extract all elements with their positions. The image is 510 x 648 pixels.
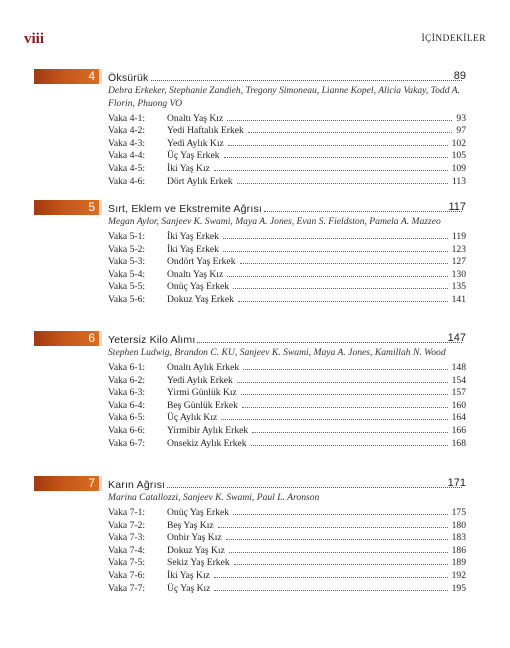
case-code: Vaka 4-2: (108, 125, 146, 137)
case-label: Onüç Yaş Erkek (167, 507, 230, 519)
chapter-title: Yetersiz Kilo Alımı (108, 334, 196, 346)
dot-leader (228, 144, 448, 146)
case-code: Vaka 5-5: (108, 281, 146, 293)
case-label: Onüç Yaş Erkek (167, 281, 230, 293)
case-code: Vaka 5-3: (108, 256, 146, 268)
case-page: 93 (456, 112, 466, 124)
dot-leader (237, 381, 448, 383)
case-page: 102 (451, 137, 466, 149)
case-entry[interactable] (108, 230, 466, 243)
dot-leader (224, 156, 448, 158)
case-page: 135 (451, 281, 466, 293)
case-code: Vaka 5-2: (108, 243, 146, 255)
running-header-title: İÇİNDEKİLER (421, 34, 486, 44)
case-label: Beş Yaş Kız (167, 519, 214, 531)
case-label: Yedi Aylık Erkek (167, 374, 233, 386)
case-page: 180 (451, 519, 466, 531)
chapter-title: Sırt, Eklem ve Ekstremite Ağrısı (108, 203, 263, 215)
dot-leader (214, 169, 448, 171)
case-page: 192 (451, 570, 466, 582)
case-entry[interactable] (108, 398, 466, 411)
dot-leader (237, 182, 448, 184)
case-entry[interactable] (108, 518, 466, 531)
chapter-heading[interactable] (0, 69, 510, 84)
dot-leader (234, 563, 448, 565)
case-page: 141 (451, 294, 466, 306)
case-page: 166 (451, 425, 466, 437)
dot-leader (214, 589, 447, 591)
chapter-title-row (108, 476, 464, 491)
case-entry[interactable] (108, 556, 466, 569)
dot-leader (197, 341, 462, 343)
case-page: 123 (451, 243, 466, 255)
case-label: Yedi Haftalık Erkek (167, 125, 244, 137)
chapter-title: Öksürük (108, 72, 149, 84)
case-label: Dokuz Yaş Kız (167, 544, 225, 556)
case-entry[interactable] (108, 373, 466, 386)
dot-leader (240, 262, 448, 264)
dot-leader (251, 444, 448, 446)
chapter-page: 171 (447, 477, 466, 489)
case-code: Vaka 4-3: (108, 137, 146, 149)
case-label: Üç Yaş Kız (167, 582, 211, 594)
case-code: Vaka 7-3: (108, 532, 146, 544)
case-entry[interactable] (108, 149, 466, 162)
case-label: Üç Aylık Kız (167, 412, 218, 424)
case-list (0, 230, 510, 306)
chapter-heading[interactable] (0, 200, 510, 215)
dot-leader (238, 300, 448, 302)
chapter-heading[interactable] (0, 331, 510, 346)
case-entry[interactable] (108, 242, 466, 255)
chapter-bar-divider (99, 200, 102, 215)
case-code: Vaka 7-1: (108, 507, 146, 519)
case-code: Vaka 6-6: (108, 425, 146, 437)
chapter-bar-divider (99, 69, 102, 84)
case-page: 97 (456, 125, 466, 137)
case-page: 160 (451, 399, 466, 411)
chapter-authors: Megan Aylor, Sanjeev K. Swami, Maya A. Jones, Evan S. Fieldston, Pamela A. Mazzeo (108, 216, 441, 227)
chapter-title-row (108, 69, 464, 84)
case-label: Yedi Aylık Kız (167, 137, 224, 149)
case-code: Vaka 4-6: (108, 175, 146, 187)
case-page: 186 (451, 544, 466, 556)
case-page: 127 (451, 256, 466, 268)
case-code: Vaka 6-1: (108, 362, 146, 374)
case-code: Vaka 5-1: (108, 231, 146, 243)
case-entry[interactable] (108, 361, 466, 374)
case-page: 175 (451, 507, 466, 519)
case-label: Beş Günlük Erkek (167, 399, 238, 411)
chapter-7 (0, 476, 510, 594)
case-code: Vaka 4-5: (108, 162, 146, 174)
case-code: Vaka 7-2: (108, 519, 146, 531)
chapter-heading[interactable] (0, 476, 510, 491)
case-page: 119 (451, 231, 466, 243)
dot-leader (243, 368, 447, 370)
case-code: Vaka 4-4: (108, 150, 146, 162)
dot-leader (218, 526, 448, 528)
case-code: Vaka 7-7: (108, 582, 146, 594)
chapter-page: 147 (447, 332, 466, 344)
case-label: Ondört Yaş Erkek (167, 256, 236, 268)
case-label: Dört Aylık Erkek (167, 175, 233, 187)
case-label: Sekiz Yaş Erkek (167, 557, 230, 569)
chapter-number: 7 (88, 476, 95, 490)
chapter-4 (0, 69, 510, 187)
case-code: Vaka 6-3: (108, 387, 146, 399)
case-label: Üç Yaş Erkek (167, 150, 220, 162)
case-label: Dokuz Yaş Erkek (167, 294, 234, 306)
dot-leader (227, 119, 452, 121)
case-page: 148 (451, 362, 466, 374)
case-label: Onaltı Yaş Kız (167, 112, 224, 124)
case-entry[interactable] (108, 411, 466, 424)
chapter-bar-divider (99, 476, 102, 491)
chapter-title-row (108, 200, 464, 215)
case-page: 113 (451, 175, 466, 187)
case-code: Vaka 4-1: (108, 112, 146, 124)
case-entry[interactable] (108, 292, 466, 305)
case-entry[interactable] (108, 111, 466, 124)
chapter-title: Karın Ağrısı (108, 479, 166, 491)
case-label: Yirmi Günlük Kız (167, 387, 237, 399)
chapter-number: 5 (88, 200, 95, 214)
case-label: İki Yaş Kız (167, 162, 210, 174)
chapter-page: 117 (448, 201, 466, 213)
case-code: Vaka 6-2: (108, 374, 146, 386)
case-page: 189 (451, 557, 466, 569)
case-entry[interactable] (108, 267, 466, 280)
page-number: viii (24, 31, 45, 47)
chapter-authors: Marina Catallozzi, Sanjeev K. Swami, Paul L. Aronson (108, 492, 320, 503)
dot-leader (241, 393, 448, 395)
case-page: 183 (451, 532, 466, 544)
dot-leader (242, 406, 448, 408)
chapter-number: 6 (88, 331, 95, 345)
case-code: Vaka 6-5: (108, 412, 146, 424)
case-code: Vaka 7-4: (108, 544, 146, 556)
dot-leader (167, 486, 462, 488)
case-code: Vaka 5-6: (108, 294, 146, 306)
case-page: 130 (451, 268, 466, 280)
case-code: Vaka 7-6: (108, 570, 146, 582)
chapter-page: 89 (453, 70, 466, 82)
dot-leader (151, 79, 463, 81)
case-code: Vaka 7-5: (108, 557, 146, 569)
case-entry[interactable] (108, 423, 466, 436)
chapter-bar-divider (99, 331, 102, 346)
case-label: İki Yaş Kız (167, 570, 210, 582)
case-label: Onaltı Aylık Erkek (167, 362, 240, 374)
case-list (0, 111, 510, 187)
case-label: İki Yaş Erkek (167, 231, 219, 243)
case-label: Onsekiz Aylık Erkek (167, 437, 247, 449)
case-entry[interactable] (108, 136, 466, 149)
case-entry[interactable] (108, 161, 466, 174)
dot-leader (221, 418, 447, 420)
case-entry[interactable] (108, 255, 466, 268)
dot-leader (214, 576, 448, 578)
case-list (0, 361, 510, 449)
case-page: 164 (451, 412, 466, 424)
dot-leader (223, 250, 448, 252)
case-entry[interactable] (108, 436, 466, 449)
case-label: Onbir Yaş Kız (167, 532, 222, 544)
case-entry[interactable] (108, 581, 466, 594)
case-entry[interactable] (108, 506, 466, 519)
case-list (0, 506, 510, 594)
dot-leader (233, 287, 448, 289)
case-label: Yirmibir Aylık Erkek (167, 425, 249, 437)
case-entry[interactable] (108, 174, 466, 187)
dot-leader (226, 538, 448, 540)
chapter-5 (0, 200, 510, 305)
case-page: 105 (451, 150, 466, 162)
dot-leader (252, 431, 447, 433)
chapter-6 (0, 331, 510, 449)
case-page: 195 (451, 582, 466, 594)
case-code: Vaka 6-4: (108, 399, 146, 411)
dot-leader (229, 551, 448, 553)
dot-leader (248, 131, 453, 133)
case-entry[interactable] (108, 568, 466, 581)
dot-leader (264, 210, 462, 212)
case-entry[interactable] (108, 531, 466, 544)
case-page: 109 (451, 162, 466, 174)
case-page: 168 (451, 437, 466, 449)
case-label: İki Yaş Erkek (167, 243, 219, 255)
case-page: 154 (451, 374, 466, 386)
case-entry[interactable] (108, 386, 466, 399)
dot-leader (227, 275, 447, 277)
chapter-number: 4 (88, 69, 95, 83)
case-entry[interactable] (108, 280, 466, 293)
case-label: Onaltı Yaş Kız (167, 268, 224, 280)
case-code: Vaka 5-4: (108, 268, 146, 280)
chapter-title-row (108, 331, 464, 346)
chapter-authors: Debra Erkeker, Stephanie Zandieh, Tregony Simoneau, Lianne Kopel, Alicia Vakay, Todd A. Florin, Phuong VO (108, 85, 461, 109)
chapter-authors: Stephen Ludwig, Brandon C. KU, Sanjeev K. Swami, Maya A. Jones, Kamillah N. Wood (108, 347, 446, 358)
case-entry[interactable] (108, 124, 466, 137)
case-page: 157 (451, 387, 466, 399)
case-code: Vaka 6-7: (108, 437, 146, 449)
dot-leader (233, 513, 448, 515)
dot-leader (223, 237, 448, 239)
case-entry[interactable] (108, 543, 466, 556)
